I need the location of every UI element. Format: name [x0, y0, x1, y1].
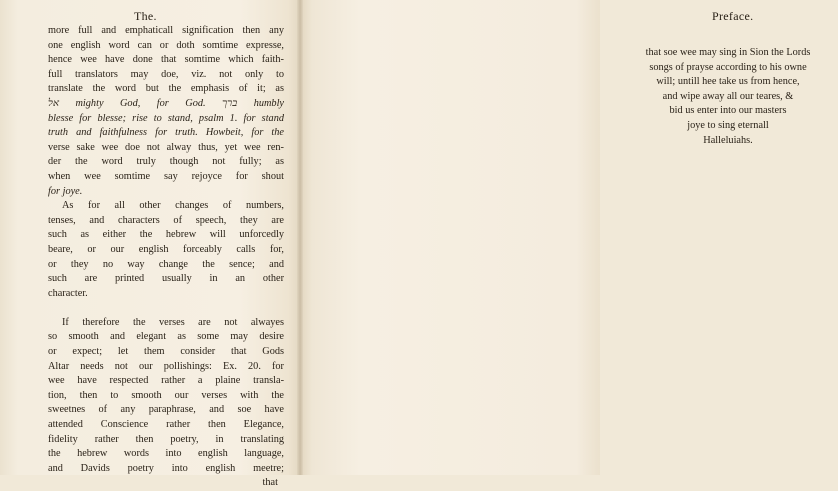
text-line: tion, then to smooth our verses with the — [48, 389, 284, 401]
text-line: hence wee have done that somtime which faith- — [48, 54, 284, 66]
text-line: translate the word but the emphasis of it; as — [48, 83, 284, 95]
text-line: for joye. — [48, 185, 83, 197]
text-line: such as either the hebrew will unforcedly — [48, 229, 284, 241]
catchword: that — [262, 477, 278, 489]
text-line: tenses, and characters of speech, they are — [48, 214, 284, 226]
book-gutter — [297, 0, 303, 475]
text-line: Halleluiahs. — [703, 134, 753, 146]
text-line: such are printed usually in an other — [48, 273, 284, 285]
left-page — [0, 0, 300, 489]
text-line: attended Conscience rather then Elegance, — [48, 419, 284, 431]
text-line: beare, or our english forceably calls for, — [48, 243, 284, 255]
text-line: truth and faithfulness for truth. Howbeit, for the — [48, 127, 284, 139]
text-line: bid us enter into our masters — [669, 105, 787, 117]
text-line: or they no way change the sence; and — [48, 258, 284, 270]
text-line: that soe wee may sing in Sion the Lords — [645, 47, 811, 58]
left-page-text — [48, 24, 284, 491]
text-line: character. — [48, 287, 88, 299]
text-line: when wee somtime say rejoyce for shout — [48, 170, 284, 182]
running-head-left: The. — [134, 9, 157, 23]
text-line: one english word can or doth somtime expresse, — [48, 39, 284, 51]
text-line: sweetnes of any paraphrase, and soe have — [48, 404, 284, 416]
text-line: verse sake wee doe not alway thus, yet wee ren- — [48, 141, 284, 153]
text-line: the hebrew words into english language, — [48, 448, 284, 460]
text-line: and Davids poetry into english meetre; — [48, 462, 284, 474]
text-line: blesse for blesse; rise to stand, psalm 1. for stand — [48, 112, 284, 124]
paragraph-gap — [48, 301, 284, 316]
right-page-text — [618, 46, 838, 148]
text-line: will; untill hee take us from hence, — [656, 76, 800, 88]
running-head-right: Preface. — [712, 9, 754, 23]
text-line: If therefore the verses are not alwayes — [62, 316, 284, 328]
text-line: Altar needs not our pollishings: Ex. 20. for — [48, 360, 284, 372]
text-line: and wipe away all our teares, & — [662, 90, 794, 102]
text-line: more full and emphaticall signification then any — [48, 25, 284, 36]
text-line: so smooth and elegant as some may desire — [48, 331, 284, 343]
text-line: or expect; let them consider that Gods — [48, 346, 284, 358]
text-line: wee have respected rather a plaine transla- — [48, 375, 284, 387]
text-line: As for all other changes of numbers, — [62, 200, 284, 212]
text-line: joye to sing eternall — [687, 119, 769, 131]
text-line: full translators may doe, viz. not only to — [48, 68, 284, 80]
right-page — [300, 0, 811, 475]
text-line: der the word truly though not fully; as — [48, 156, 284, 168]
text-line: fidelity rather then poetry, in translating — [48, 433, 284, 445]
text-line: songs of prayse according to his owne — [649, 61, 807, 73]
text-line: אל mighty God, for God. ברך humbly — [48, 97, 285, 109]
